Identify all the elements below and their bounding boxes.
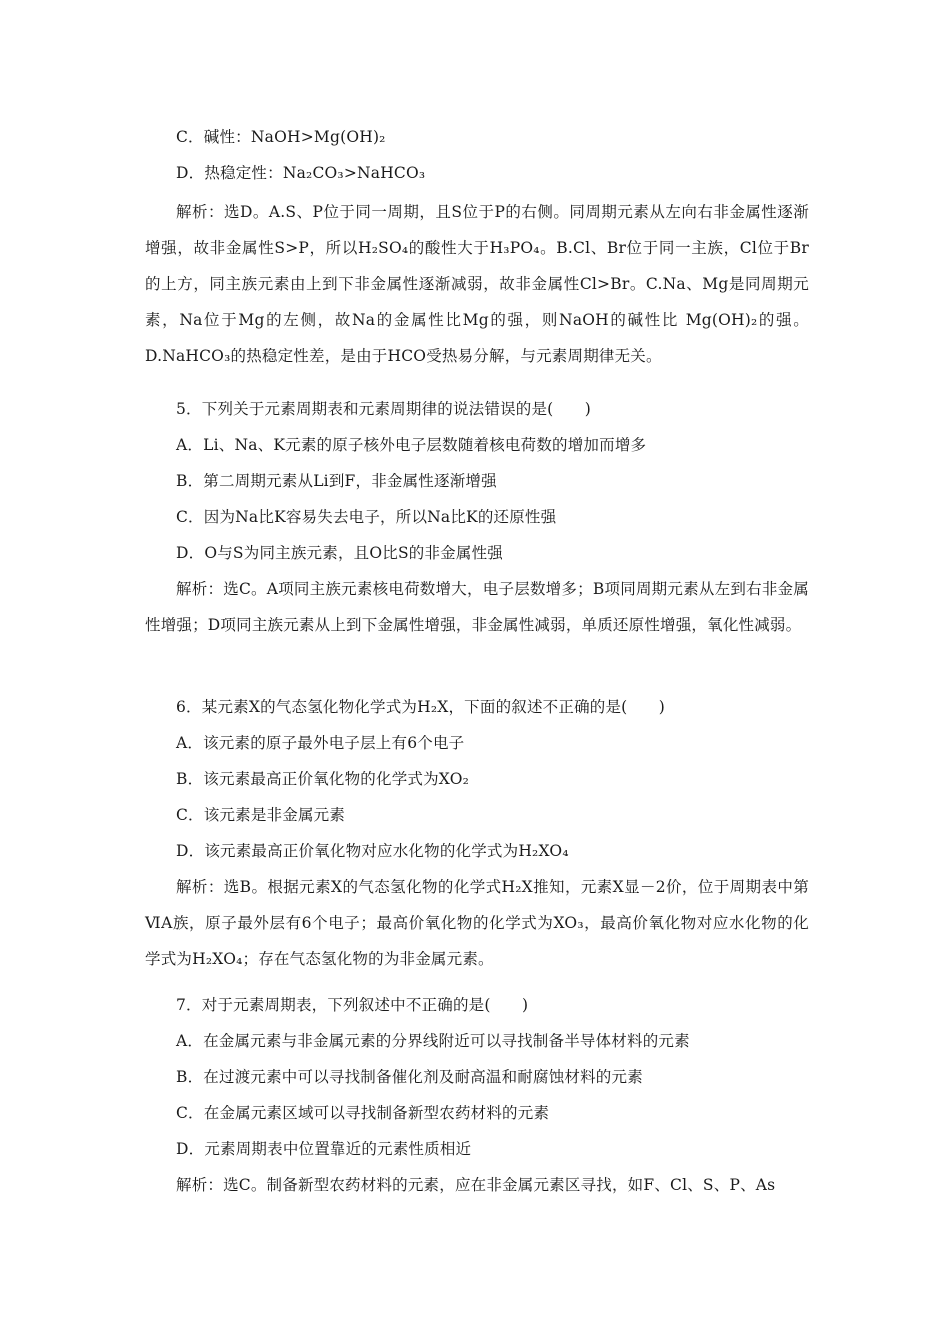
q6-option-d: D．该元素最高正价氧化物对应水化物的化学式为H₂XO₄ [176, 842, 569, 860]
q5-option-c: C．因为Na比K容易失去电子，所以Na比K的还原性强 [176, 508, 557, 526]
q6-explanation: 解析：选B。根据元素X的气态氢化物的化学式H₂X推知，元素X显－2价，位于周期表中第ⅥA族，原子最外层有6个电子；最高价氧化物的化学式为XO₃，最高价氧化物对应水化物的化学式为H₂XO₄；存在气态氢化物的为非金属元素。 [145, 878, 809, 968]
q7-option-d: D．元素周期表中位置靠近的元素性质相近 [176, 1140, 472, 1158]
q6-option-b: B．该元素最高正价氧化物的化学式为XO₂ [176, 770, 470, 788]
q4-explanation: 解析：选D。A.S、P位于同一周期，且S位于P的右侧。同周期元素从左向右非金属性逐渐增强，故非金属性S>P，所以H₂SO₄的酸性大于H₃PO₄。B.Cl、Br位于同一主族，Cl位于Br的上方，同主族元素由上到下非金属性逐渐减弱，故非金属性Cl>Br。C.Na、Mg是同周期元素，Na位于Mg的左侧，故Na的金属性比Mg的强，则NaOH的碱性比 Mg(OH)₂的强。D.NaHCO₃的热稳定性差，是由于HCO受热易分解，与元素周期律无关。 [145, 203, 809, 365]
option-d-thermal-stability: D．热稳定性：Na₂CO₃>NaHCO₃ [176, 164, 426, 182]
q5-explanation: 解析：选C。A项同主族元素核电荷数增大，电子层数增多；B项同周期元素从左到右非金属性增强；D项同主族元素从上到下金属性增强，非金属性减弱，单质还原性增强，氧化性减弱。 [145, 580, 809, 634]
question-6: 6．某元素X的气态氢化物化学式为H₂X，下面的叙述不正确的是( ) [176, 698, 666, 716]
q6-option-a: A．该元素的原子最外电子层上有6个电子 [176, 734, 465, 752]
question-7: 7．对于元素周期表，下列叙述中不正确的是( ) [176, 996, 529, 1014]
q7-option-a: A．在金属元素与非金属元素的分界线附近可以寻找制备半导体材料的元素 [176, 1032, 690, 1050]
q5-option-d: D．O与S为同主族元素，且O比S的非金属性强 [176, 544, 503, 562]
q5-option-b: B．第二周期元素从Li到F，非金属性逐渐增强 [176, 472, 497, 490]
q5-option-a: A．Li、Na、K元素的原子核外电子层数随着核电荷数的增加而增多 [176, 436, 647, 454]
option-c-basicity: C．碱性：NaOH>Mg(OH)₂ [176, 128, 386, 146]
q6-option-c: C．该元素是非金属元素 [176, 806, 346, 824]
question-5: 5．下列关于元素周期表和元素周期律的说法错误的是( ) [176, 400, 592, 418]
q7-explanation: 解析：选C。制备新型农药材料的元素，应在非金属元素区寻找，如F、Cl、S、P、As [176, 1176, 776, 1194]
q7-option-b: B．在过渡元素中可以寻找制备催化剂及耐高温和耐腐蚀材料的元素 [176, 1068, 643, 1086]
q7-option-c: C．在金属元素区域可以寻找制备新型农药材料的元素 [176, 1104, 550, 1122]
